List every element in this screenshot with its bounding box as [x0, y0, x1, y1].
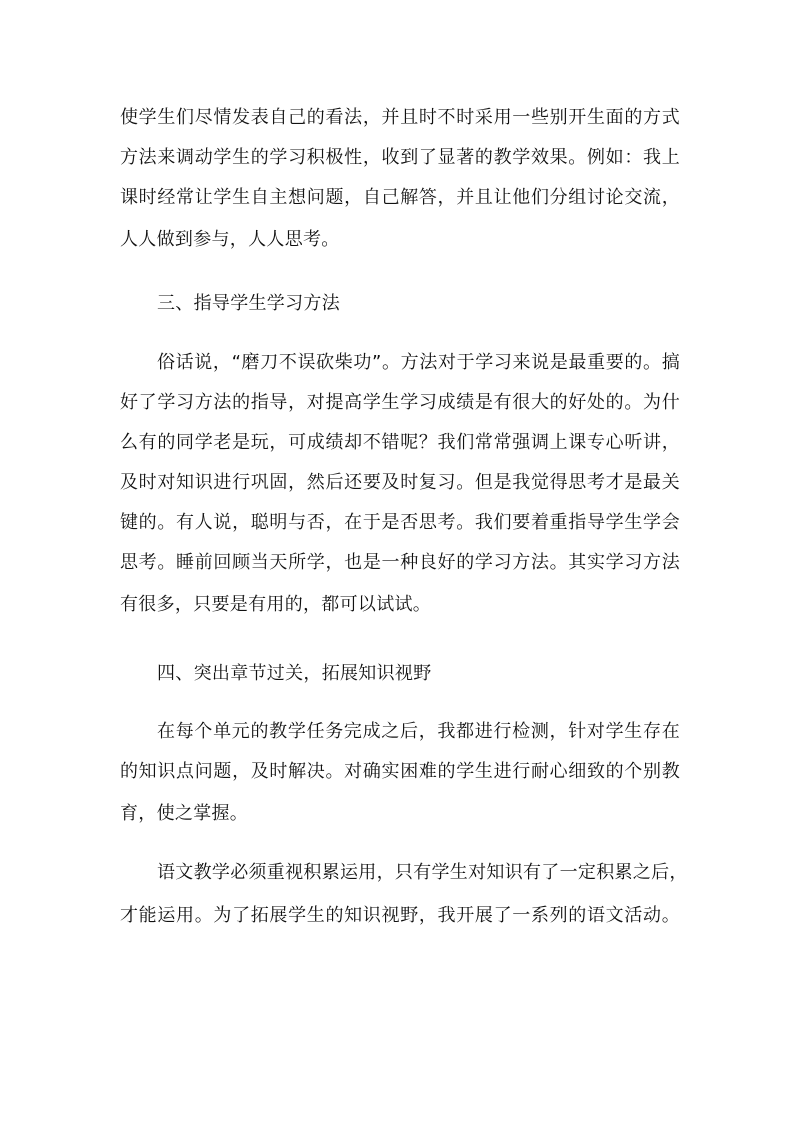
- paragraph-line: 好了学习方法的指导，对提高学生学习成绩是有很大的好处的。为什: [120, 392, 680, 413]
- paragraph-line: 在每个单元的教学任务完成之后，我都进行检测，针对学生存在: [157, 721, 680, 742]
- section-heading: 四、突出章节过关，拓展知识视野: [157, 663, 432, 684]
- section-heading: 三、指导学生学习方法: [157, 293, 340, 314]
- paragraph-line: 么有的同学老是玩，可成绩却不错呢？我们常常强调上课专心听讲，: [120, 432, 680, 453]
- paragraph-line: 方法来调动学生的学习积极性，收到了显著的教学效果。例如：我上: [120, 147, 680, 168]
- paragraph-line: 有很多，只要是有用的，都可以试试。: [120, 594, 432, 615]
- paragraph-line: 语文教学必须重视积累运用，只有学生对知识有了一定积累之后，: [157, 862, 688, 883]
- paragraph-line: 人人做到参与，人人思考。: [120, 229, 340, 250]
- paragraph-line: 的知识点问题，及时解决。对确实困难的学生进行耐心细致的个别教: [120, 761, 680, 782]
- paragraph-line: 育，使之掌握。: [120, 803, 249, 824]
- paragraph-line: 及时对知识进行巩固，然后还要及时复习。但是我觉得思考才是最关: [120, 472, 680, 493]
- paragraph-line: 键的。有人说，聪明与否，在于是否思考。我们要着重指导学生学会: [120, 512, 680, 533]
- paragraph-line: 使学生们尽情发表自己的看法，并且时不时采用一些别开生面的方式: [120, 107, 680, 128]
- paragraph-line: 俗话说，“磨刀不误砍柴功”。方法对于学习来说是最重要的。搞: [157, 352, 680, 373]
- paragraph-line: 课时经常让学生自主想问题，自己解答，并且让他们分组讨论交流，: [120, 187, 680, 208]
- paragraph-line: 思考。睡前回顾当天所学，也是一种良好的学习方法。其实学习方法: [120, 552, 680, 573]
- paragraph-line: 才能运用。为了拓展学生的知识视野，我开展了一系列的语文活动。: [120, 905, 680, 926]
